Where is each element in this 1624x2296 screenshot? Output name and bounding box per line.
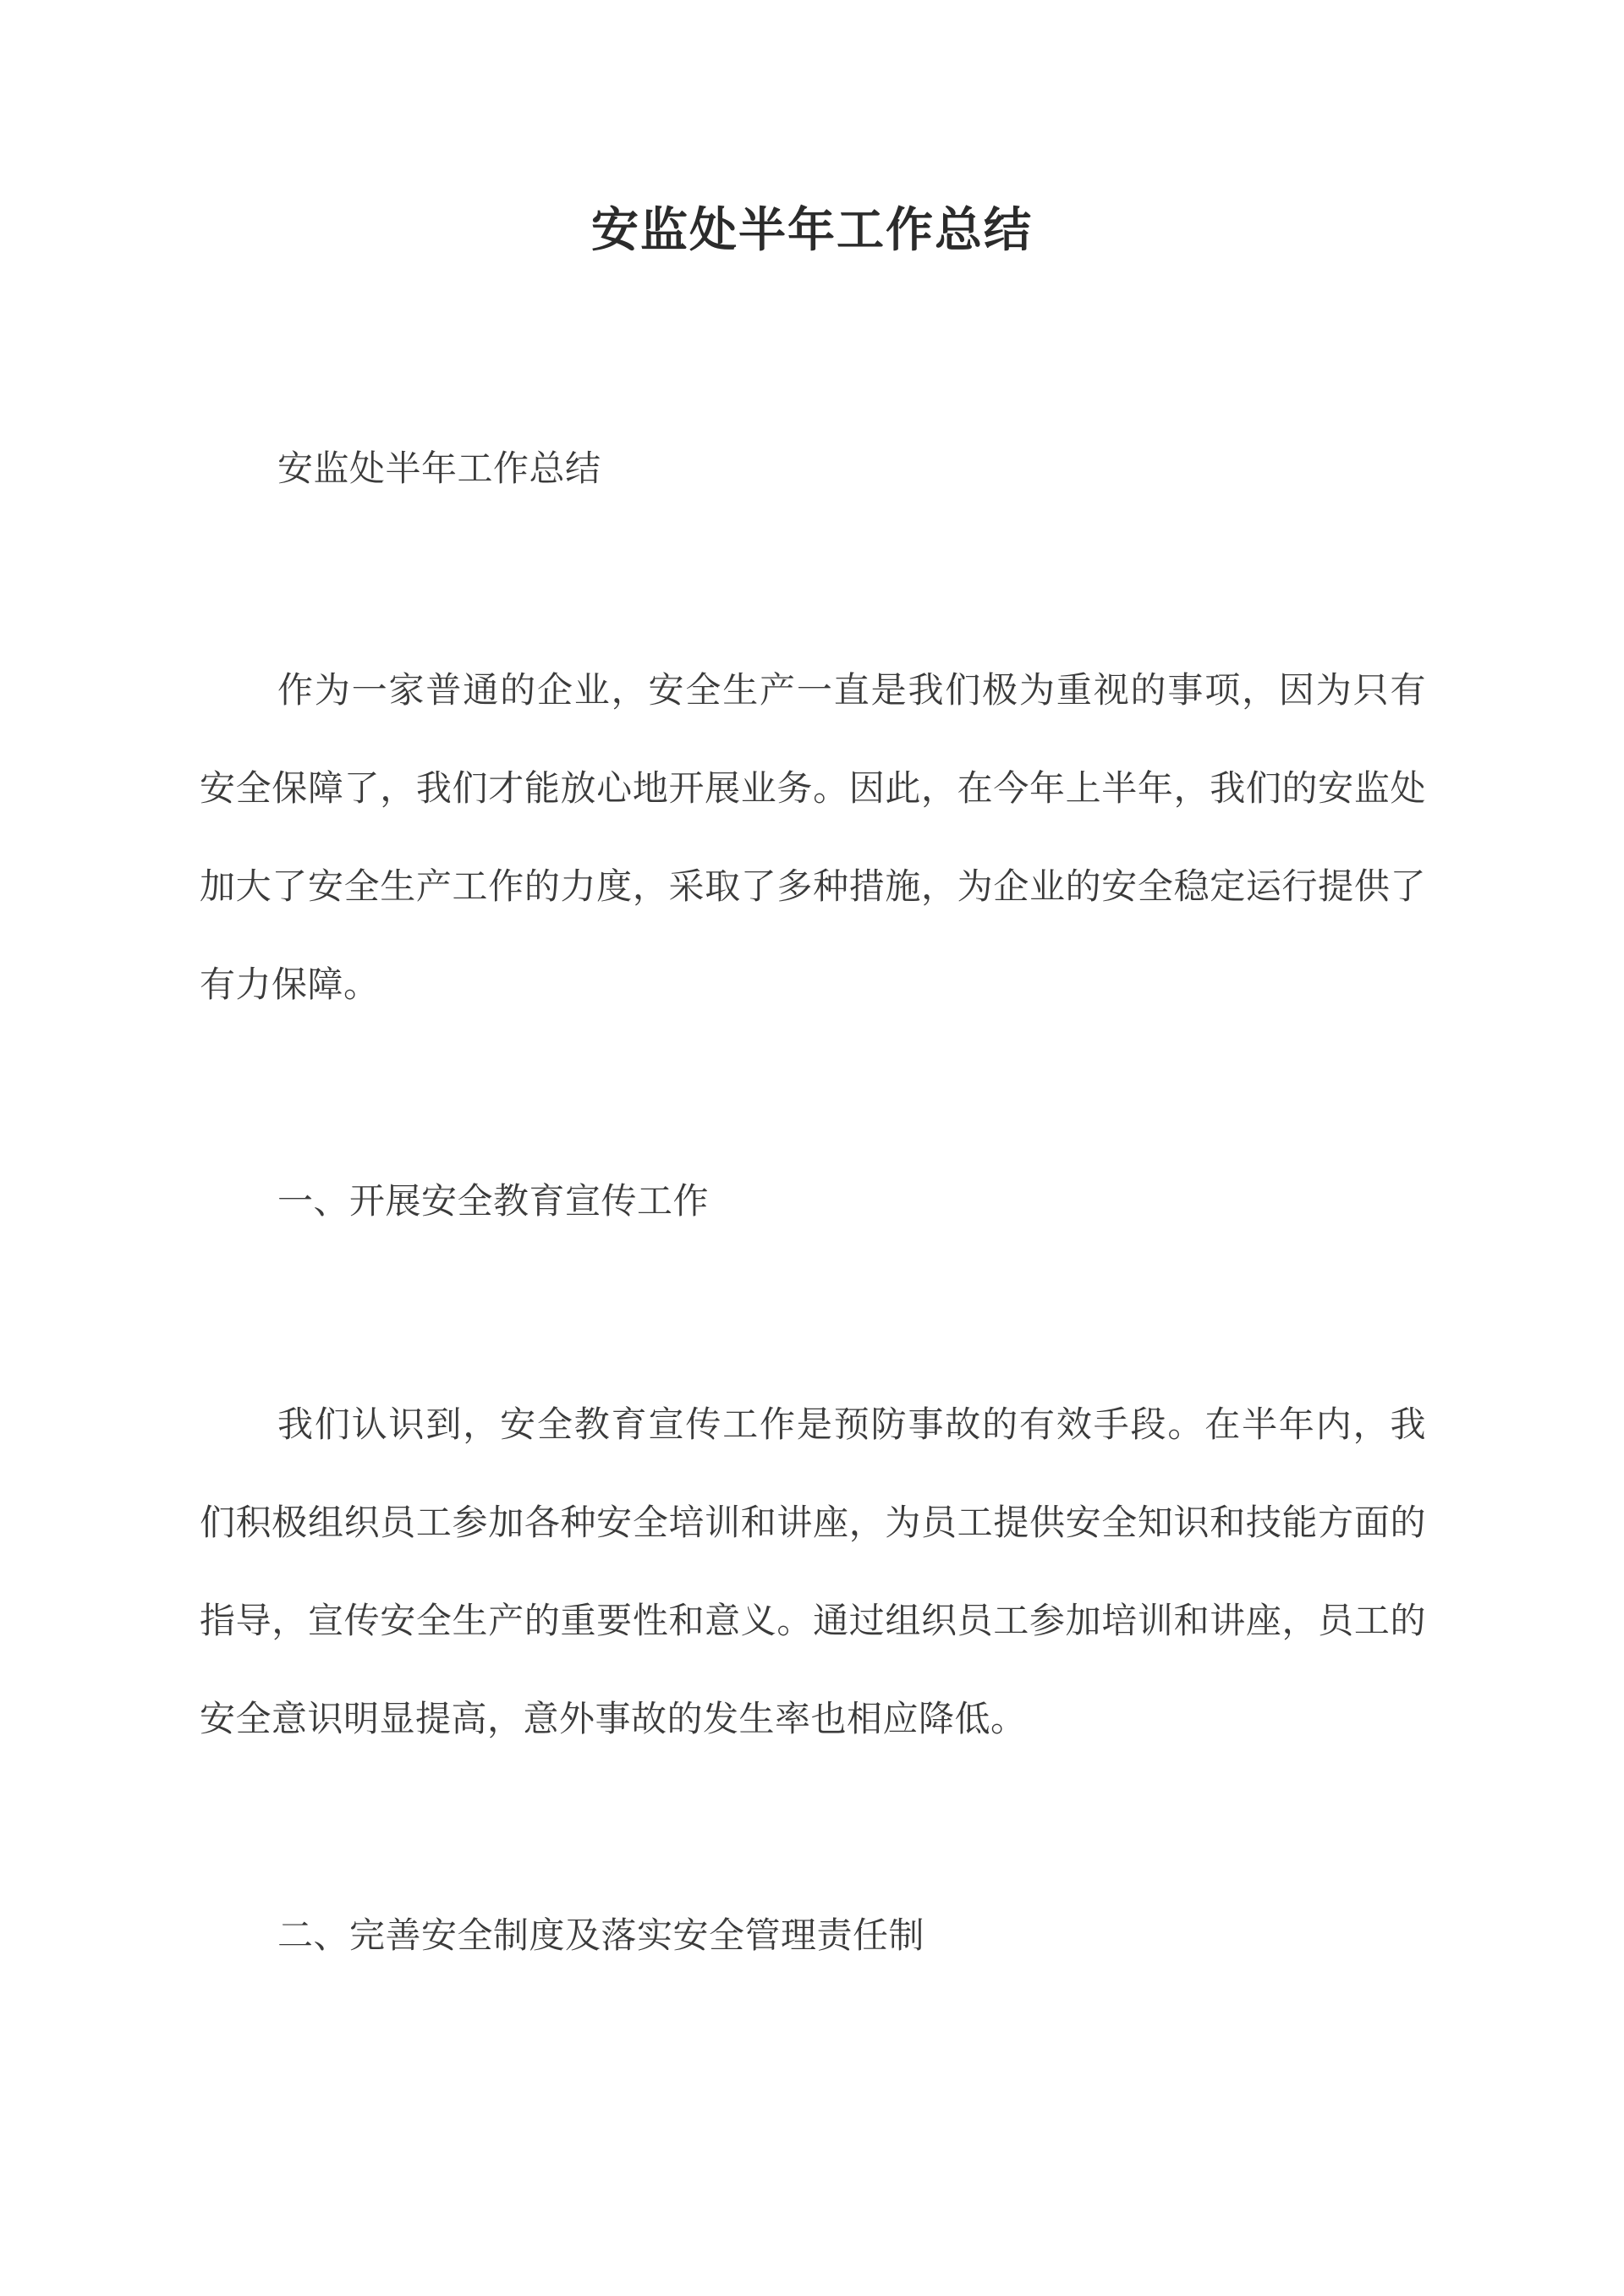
section-1-heading: 一、开展安全教育宣传工作	[277, 1180, 710, 1222]
intro-paragraph: 作为一家普通的企业，安全生产一直是我们极为重视的事项，因为只有安全保障了，我们才能放心地开展业务。因此，在今年上半年，我们的安监处加大了安全生产工作的力度，采取了多种措施，为企业的安全稳定运行提供了有力保障。	[200, 669, 1426, 1005]
section-2-heading: 二、完善安全制度及落实安全管理责任制	[277, 1914, 925, 1956]
document-title: 安监处半年工作总结	[591, 202, 1033, 258]
section-1-paragraph: 我们认识到，安全教育宣传工作是预防事故的有效手段。在半年内，我们积极组织员工参加各种安全培训和讲座，为员工提供安全知识和技能方面的指导，宣传安全生产的重要性和意义。通过组织员工参加培训和讲座，员工的安全意识明显提高，意外事故的发生率也相应降低。	[200, 1403, 1426, 1739]
document-subtitle: 安监处半年工作总结	[277, 448, 601, 489]
